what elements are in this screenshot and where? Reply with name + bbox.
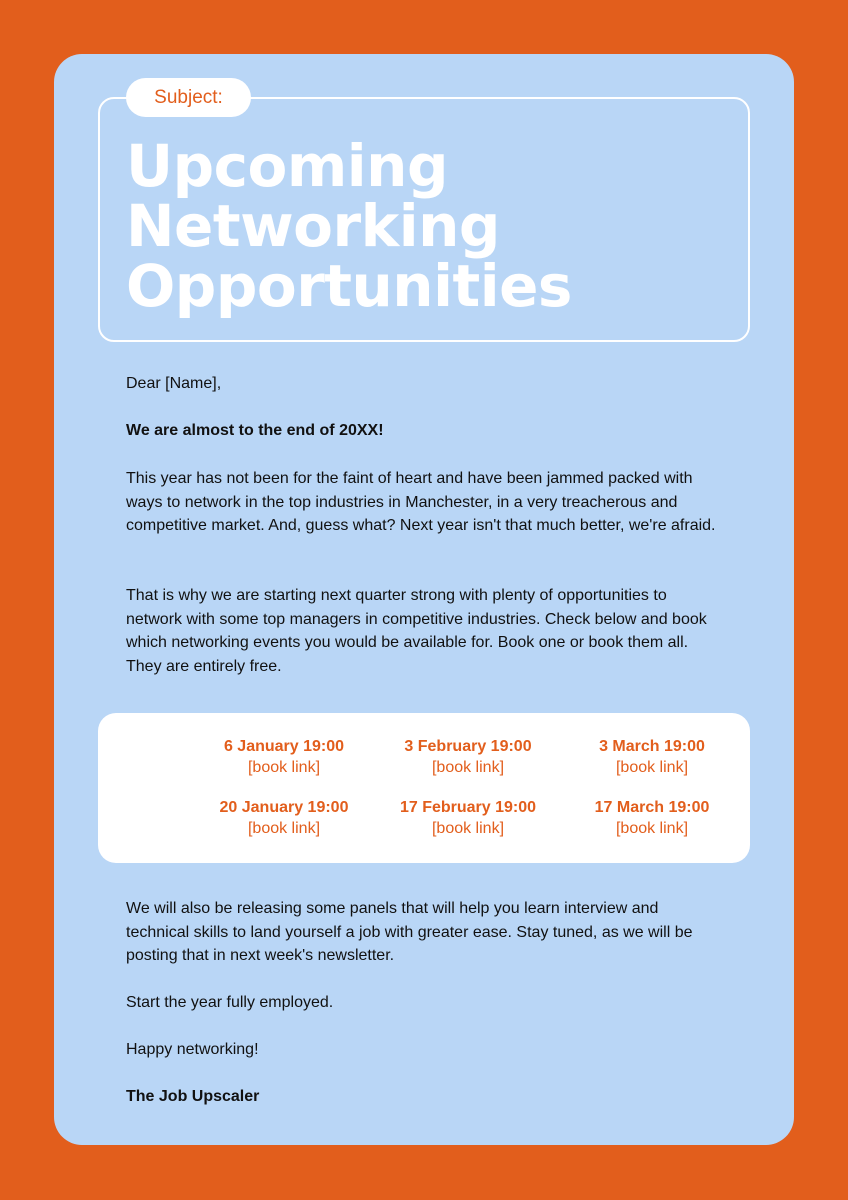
event-item (560, 737, 744, 778)
event-item (376, 737, 560, 778)
closing-line: Happy networking! (126, 1041, 259, 1058)
book-link[interactable]: [book link] (247, 759, 321, 776)
book-link[interactable]: [book link] (431, 759, 505, 776)
subject-label: Subject: (126, 78, 251, 117)
paragraph-events: That is why we are starting next quarter strong with plenty of opportunities to network with some top managers in competitive industries. Check below and book which networking events you would be available for. Book one or book them all. They are entirely free. (126, 587, 707, 675)
title-line: Networking (126, 192, 500, 260)
paragraph-employed: Start the year fully employed. (126, 994, 334, 1011)
book-link[interactable]: [book link] (615, 759, 689, 776)
page-title (126, 132, 572, 320)
event-date: 3 February 19:00 (404, 738, 532, 755)
event-date: 17 March 19:00 (594, 799, 710, 816)
event-item (192, 737, 376, 778)
book-link[interactable]: [book link] (247, 820, 321, 837)
book-link[interactable]: [book link] (615, 820, 689, 837)
event-item (560, 798, 744, 839)
event-item (376, 798, 560, 839)
paragraph-panels: We will also be releasing some panels that will help you learn interview and technical skills to land yourself a job with greater ease. Stay tuned, as we will be posting that in next week's newsletter. (126, 900, 693, 964)
paragraph-intro: This year has not been for the faint of heart and have been jammed packed with ways to network in the top industries in Manchester, in a very treacherous and competitive market. And, guess what? Next year isn't that much better, we're afraid. (126, 470, 716, 534)
event-date: 17 February 19:00 (399, 799, 537, 816)
greeting: Dear [Name], (126, 375, 222, 392)
title-line: Upcoming (126, 132, 448, 200)
headline: We are almost to the end of 20XX! (126, 422, 384, 439)
newsletter-card (54, 54, 794, 1145)
event-date: 3 March 19:00 (599, 738, 705, 755)
events-panel (98, 713, 750, 863)
book-link[interactable]: [book link] (431, 820, 505, 837)
event-item (192, 798, 376, 839)
event-date: 20 January 19:00 (219, 799, 349, 816)
event-date: 6 January 19:00 (223, 738, 345, 755)
signature: The Job Upscaler (126, 1088, 260, 1105)
title-line: Opportunities (126, 252, 572, 320)
